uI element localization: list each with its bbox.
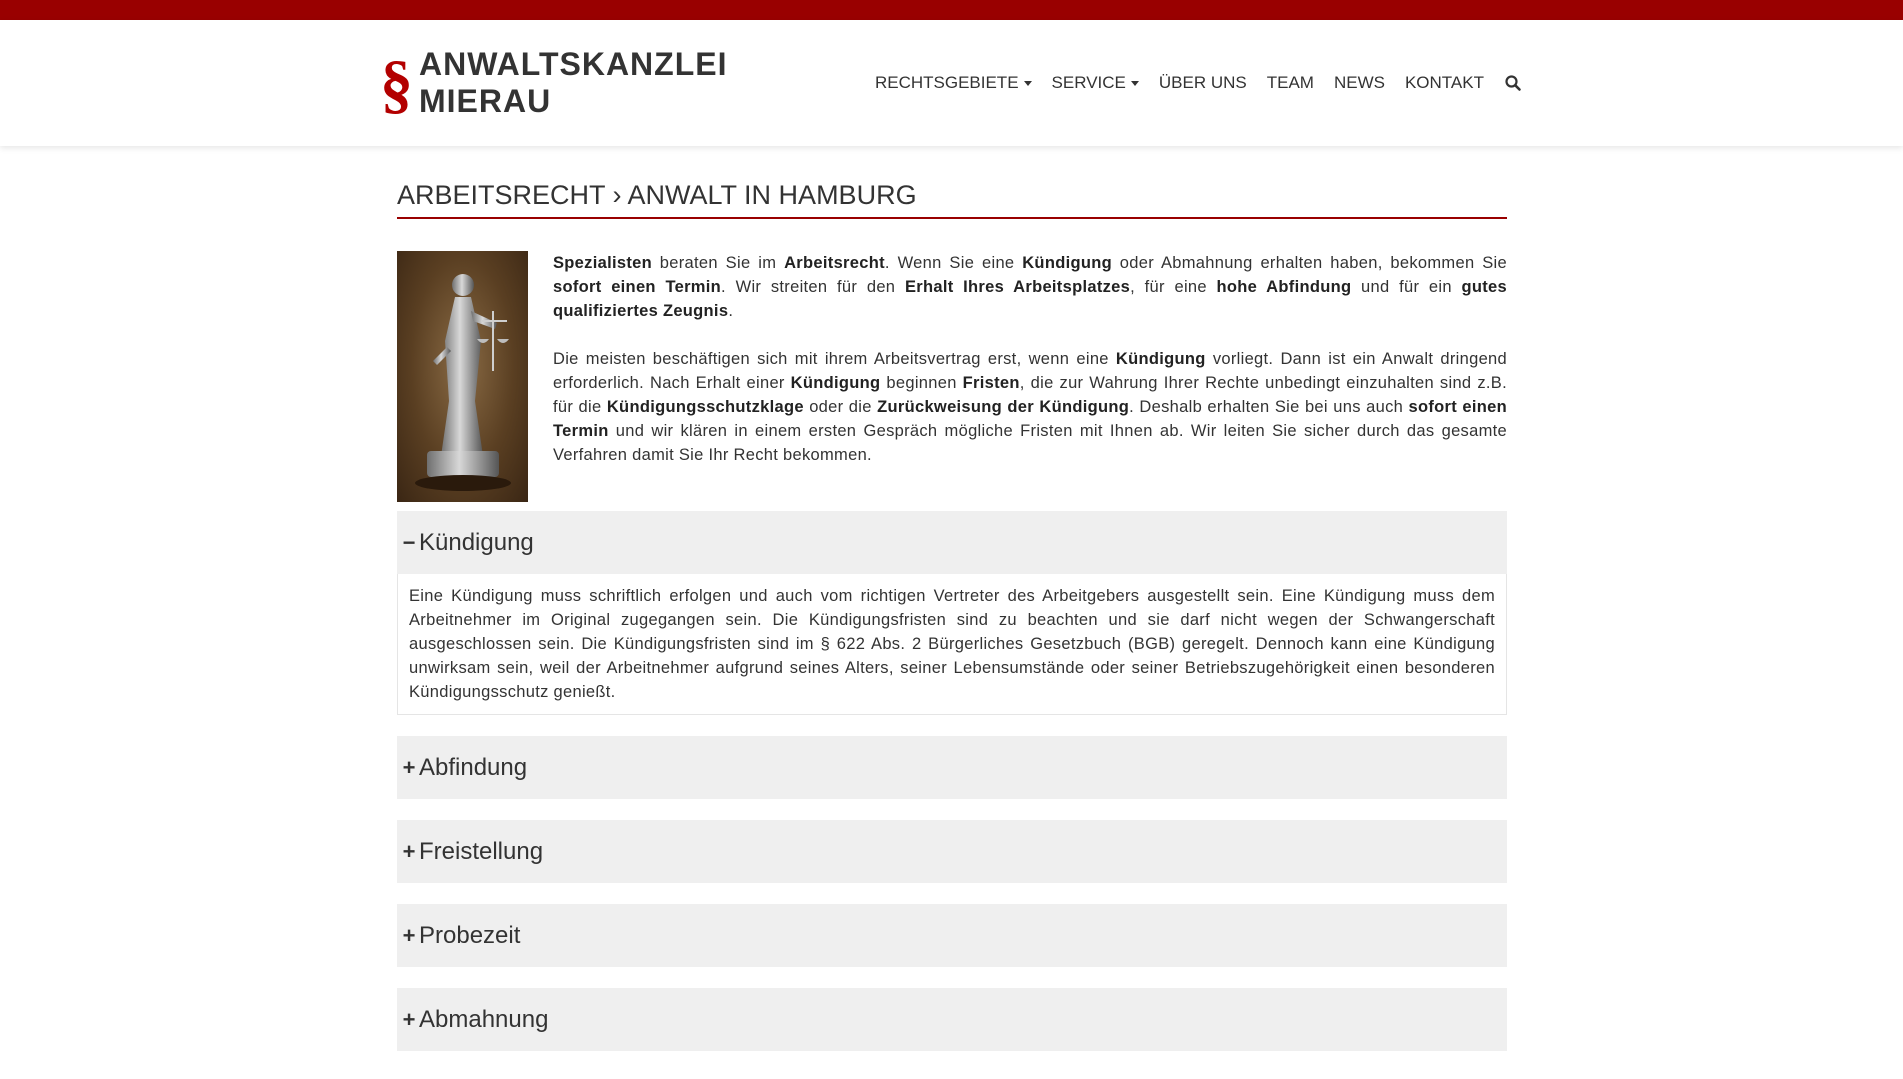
statue-graphic [397,251,528,502]
site-header [0,20,1903,146]
nav-label: SERVICE [1051,73,1126,92]
intro-text [553,251,1507,502]
nav-item-news[interactable] [1334,73,1385,93]
emphasis-text: Fristen [962,374,1020,392]
accordion-title: Kündigung [419,528,534,556]
nav-label: ÜBER UNS [1158,73,1247,92]
nav-label: TEAM [1266,73,1314,92]
accordion-item [397,736,1507,799]
emphasis-text: Kündigung [1022,254,1112,272]
nav-item-über-uns[interactable] [1159,73,1247,93]
accordion-item [397,988,1507,1051]
intro-section [397,251,1507,502]
page-title: ARBEITSRECHT › ANWALT IN HAMBURG [397,180,1507,219]
text-run: vorliegt. Dann ist ein Anwalt dringend erforderlich. Nach Erhalt einer [553,350,1507,392]
accordion-body: Eine Kündigung muss schriftlich erfolgen und auch vom richtigen Vertreter des Arbeitgebers ausgestellt sein. Eine Kündigung muss dem Arbeitnehmer im Original zugegangen sein. Die Kündigungsfristen sind zu beachten und sie darf nicht wegen der Schwangerschaft ausgeschlossen sein. Die Kündigungsfristen sind im § 622 Abs. 2 Bürgerliches Gesetzbuch (BGB) geregelt. Dennoch kann eine Kündigung unwirksam sein, weil der Arbeitnehmer aufgrund seines Alters, seiner Lebensumstände oder seiner Betriebszugehörigkeit einen besonderen Kündigungsschutz genießt. [397,574,1507,715]
nav-item-kontakt[interactable] [1405,73,1484,93]
nav-label: RECHTSGEBIETE [874,73,1019,92]
emphasis-text: Kündigungsschutzklage [606,398,804,416]
nav-item-team[interactable] [1267,73,1314,93]
nav-label: NEWS [1333,73,1385,92]
main-content [397,180,1507,1072]
emphasis-text: Kündigung [790,374,881,392]
accordion-title: Freistellung [419,837,544,865]
plus-icon: + [402,1006,416,1032]
nav-item-rechtsgebiete[interactable] [875,73,1032,93]
paragraph-logo-icon: § [380,48,413,121]
text-run: Die meisten beschäftigen sich mit ihrem Arbeitsvertrag erst, wenn eine [553,350,1116,368]
caret-down-icon [1024,81,1032,86]
intro-paragraph-1 [553,251,1507,323]
emphasis-text: gutes qualifiziertes Zeugnis [553,278,1507,320]
search-icon[interactable] [1504,74,1522,92]
text-run: beginnen [880,374,963,392]
emphasis-text: hohe Abfindung [1216,278,1352,296]
text-run: , für eine [1130,278,1217,296]
accordion-header-freistellung[interactable] [397,820,1507,883]
emphasis-text: Erhalt Ihres Arbeitsplatzes [904,278,1131,296]
nav-label: KONTAKT [1404,73,1484,92]
site-logo[interactable] [380,46,855,120]
text-run: oder Abmahnung erhalten haben, bekommen Sie [1111,254,1507,272]
text-run: . [728,302,734,320]
accordion-item [397,820,1507,883]
text-run: . Wir streiten für den [721,278,905,296]
emphasis-text: Zurückweisung der Kündigung [877,398,1130,416]
emphasis-text: Spezialisten [553,254,652,272]
accordion-header-probezeit[interactable] [397,904,1507,967]
main-nav [855,73,1522,93]
text-run: . Deshalb erhalten Sie bei uns auch [1129,398,1409,416]
topics-accordion [397,511,1507,1051]
text-run: und wir klären in einem ersten Gespräch mögliche Fristen mit Ihnen ab. Wir leiten Sie sicher durch das gesamte Verfahren damit Sie Ihr Recht bekommen. [553,422,1507,464]
emphasis-text: sofort einen Termin [553,398,1508,440]
plus-icon: + [402,754,416,780]
plus-icon: + [402,838,416,864]
intro-paragraph-2 [553,347,1507,467]
text-run: oder die [803,398,878,416]
text-run: und für ein [1351,278,1462,296]
text-run: , die zur Wahrung Ihrer Rechte unbedingt einzuhalten sind z.B. für die [553,374,1507,416]
accordion-item [397,511,1507,715]
emphasis-text: Arbeitsrecht [784,254,885,272]
caret-down-icon [1131,81,1139,86]
emphasis-text: sofort einen Termin [553,278,722,296]
accordion-header-kündigung[interactable] [397,511,1507,574]
logo-text: ANWALTSKANZLEI MIERAU [419,46,728,119]
justitia-statue-photo [397,251,528,502]
text-run: . Wenn Sie eine [884,254,1023,272]
accordion-title: Abmahnung [419,1005,549,1033]
accordion-header-abmahnung[interactable] [397,988,1507,1051]
text-run: beraten Sie im [651,254,785,272]
accordion-title: Probezeit [419,921,521,949]
minus-icon: − [402,529,416,555]
accordion-header-abfindung[interactable] [397,736,1507,799]
top-accent-bar [0,0,1903,20]
accordion-item [397,904,1507,967]
nav-item-service[interactable] [1052,73,1139,93]
plus-icon: + [402,922,416,948]
emphasis-text: Kündigung [1115,350,1206,368]
accordion-title: Abfindung [419,753,528,781]
